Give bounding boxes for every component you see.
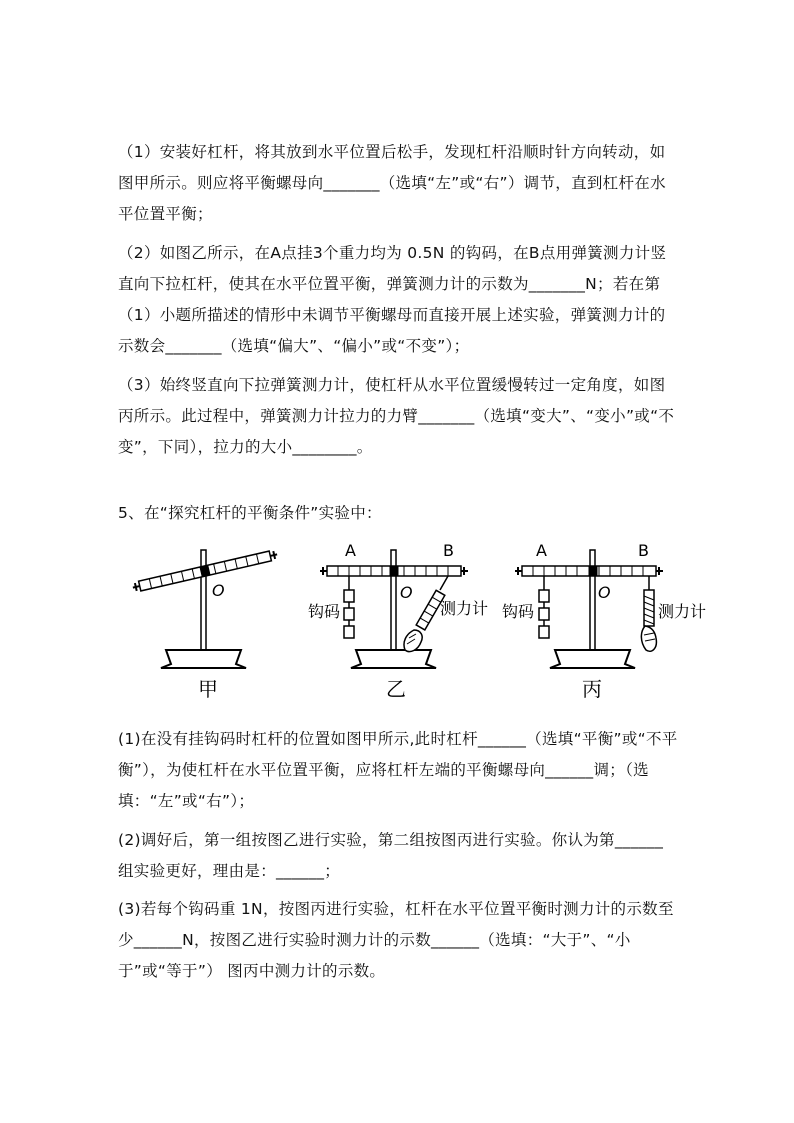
q5-part2: (2)调好后，第一组按图乙进行实验，第二组按图丙进行实验。你认为第______组实验更好，理由是：______； [118, 831, 664, 880]
q4-part2: （2）如图乙所示，在A点挂3个重力均为 0.5N 的钩码，在B点用弹簧测力计竖直向下拉杠杆，使其在水平位置平衡，弹簧测力计的示数为_______N；若在第（1）小题所描述的情形中未调节平衡螺母而直接开展上述实验，弹簧测力计的示数会_______（选填“偏大”、“偏小”或“不变”）； [118, 244, 667, 355]
pivot-O-jia: O [212, 581, 225, 600]
meter-label-yi: 测力计 [440, 599, 489, 618]
lever-experiment-figure [118, 538, 718, 710]
hook-label-bing: 钩码 [502, 602, 535, 621]
label-yi: 乙 [386, 677, 406, 701]
meter-label-bing: 测力计 [658, 602, 707, 621]
point-A-bing: A [536, 541, 547, 560]
q5-title: 5、在“探究杠杆的平衡条件”实验中： [118, 504, 382, 522]
q4-part1: （1）安装好杠杆，将其放到水平位置后松手，发现杠杆沿顺时针方向转动，如图甲所示。则应将平衡螺母向_______（选填“左”或“右”）调节，直到杠杆在水平位置平衡； [118, 143, 666, 223]
q5-part1: (1)在没有挂钩码时杠杆的位置如图甲所示,此时杠杆______（选填“平衡”或“不平衡”），为使杠杆在水平位置平衡，应将杠杆左端的平衡螺母向______调；（选填：“左”或“右”）； [118, 730, 678, 810]
point-B-bing: B [638, 541, 649, 560]
label-bing: 丙 [582, 677, 602, 701]
figure-bing [515, 550, 663, 668]
q5-part3: (3)若每个钩码重 1N，按图丙进行实验，杠杆在水平位置平衡时测力计的示数至少______N，按图乙进行实验时测力计的示数______（选填：“大于”、“小于”或“等于”） 图丙中测力计的示数。 [118, 900, 674, 980]
pivot-O-yi: O [400, 583, 413, 602]
point-B-yi: B [443, 541, 454, 560]
q4-part3: （3）始终竖直向下拉弹簧测力计，使杠杆从水平位置缓慢转过一定角度，如图丙所示。此过程中，弹簧测力计拉力的力臂_______（选填“变大”、“变小”或“不变”，下同），拉力的大小________。 [118, 376, 675, 456]
hook-label-yi: 钩码 [308, 602, 341, 621]
pivot-O-bing: O [598, 583, 611, 602]
figure-jia [132, 549, 278, 668]
label-jia: 甲 [198, 677, 218, 701]
point-A-yi: A [345, 541, 356, 560]
